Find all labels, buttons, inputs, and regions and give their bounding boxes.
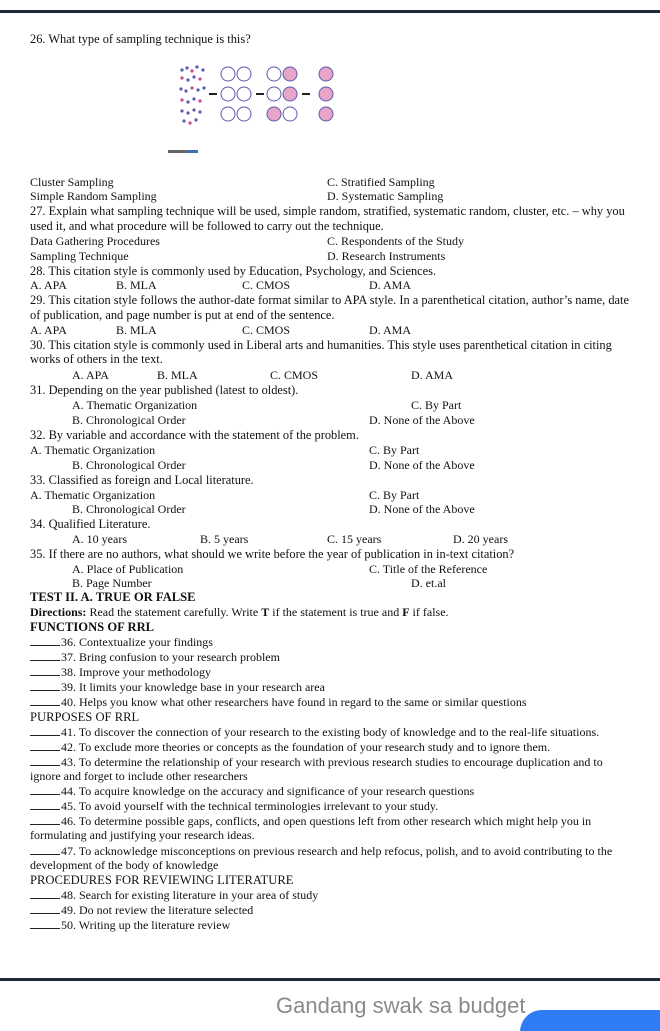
item-36-text: 36. Contextualize your findings <box>61 635 213 649</box>
item-38 <box>30 666 211 679</box>
item-42 <box>30 741 550 754</box>
q28-option-b: B. MLA <box>116 278 157 292</box>
item-46-text: 46. To determine possible gaps, conflicts, and open questions left from other research which might help you in <box>61 814 592 828</box>
q31-option-d: D. None of the Above <box>369 413 475 427</box>
question-29-line2: of publication, and page number is put at end of the sentence. <box>30 308 335 322</box>
item-39-text: 39. It limits your knowledge base in your research area <box>61 680 325 694</box>
question-27-line1: 27. Explain what sampling technique will be used, simple random, stratified, systematic random, cluster, etc. – why you <box>30 204 625 218</box>
answer-blank-50[interactable] <box>30 919 60 929</box>
q33-option-c: C. By Part <box>369 488 420 502</box>
directions-label: Directions: <box>30 605 87 619</box>
q27-option-a: Data Gathering Procedures <box>30 234 160 248</box>
q34-option-d: D. 20 years <box>453 532 508 546</box>
answer-blank-42[interactable] <box>30 741 60 751</box>
q32-option-b: B. Chronological Order <box>72 458 186 472</box>
q33-option-b: B. Chronological Order <box>72 502 186 516</box>
item-42-text: 42. To exclude more theories or concepts as the foundation of your research study and to ignore them. <box>61 740 551 754</box>
q34-option-c: C. 15 years <box>327 532 382 546</box>
item-41-text: 41. To discover the connection of your research to the existing body of knowledge and to the real-life situations. <box>61 725 600 739</box>
question-35: 35. If there are no authors, what should we write before the year of publication in in-text citation? <box>30 547 515 561</box>
q35-option-a: A. Place of Publication <box>72 562 184 576</box>
q35-option-d: D. et.al <box>411 576 446 590</box>
q32-option-d: D. None of the Above <box>369 458 475 472</box>
item-43-text: 43. To determine the relationship of your research with previous research studies to encourage duplication and to <box>61 755 603 769</box>
q33-option-d: D. None of the Above <box>369 502 475 516</box>
item-49 <box>30 904 253 917</box>
question-30-line1: 30. This citation style is commonly used in Liberal arts and humanities. This style uses parenthetical citation in citing <box>30 338 612 352</box>
question-34: 34. Qualified Literature. <box>30 517 151 531</box>
functions-heading: FUNCTIONS OF RRL <box>30 620 155 634</box>
q30-option-c: C. CMOS <box>270 368 319 382</box>
q35-option-b: B. Page Number <box>72 576 152 590</box>
q31-option-c: C. By Part <box>411 398 462 412</box>
population-group <box>179 65 205 124</box>
item-37-text: 37. Bring confusion to your research problem <box>61 650 280 664</box>
item-47-cont: development of the body of knowledge <box>30 858 219 872</box>
q28-option-a: A. APA <box>30 278 67 292</box>
question-33: 33. Classified as foreign and Local literature. <box>30 473 254 487</box>
q26-option-b: Simple Random Sampling <box>30 189 157 203</box>
answer-blank-49[interactable] <box>30 904 60 914</box>
directions <box>30 606 449 619</box>
q28-option-c: C. CMOS <box>242 278 291 292</box>
item-48 <box>30 889 318 902</box>
q30-option-b: B. MLA <box>157 368 198 382</box>
q31-option-a: A. Thematic Organization <box>72 398 198 412</box>
item-46 <box>30 815 591 828</box>
figure-caption-accent <box>188 150 198 153</box>
q29-option-a: A. APA <box>30 323 67 337</box>
item-47-text: 47. To acknowledge misconceptions on previous research and help refocus, polish, and to avoid contributing to the <box>61 844 613 858</box>
item-46-cont: formulating and justifying your research ideas. <box>30 828 255 842</box>
answer-blank-41[interactable] <box>30 726 60 736</box>
item-44-text: 44. To acquire knowledge on the accuracy and significance of your research questions <box>61 784 475 798</box>
q26-option-a: Cluster Sampling <box>30 175 114 189</box>
answer-blank-40[interactable] <box>30 696 60 706</box>
clusters-group <box>221 67 251 121</box>
directions-text-c: if false. <box>409 605 449 619</box>
answer-blank-39[interactable] <box>30 681 60 691</box>
q28-option-d: D. AMA <box>369 278 412 292</box>
answer-blank-36[interactable] <box>30 636 60 646</box>
sample-group <box>319 67 333 121</box>
q29-option-b: B. MLA <box>116 323 157 337</box>
item-37 <box>30 651 280 664</box>
item-44 <box>30 785 474 798</box>
answer-blank-46[interactable] <box>30 815 60 825</box>
question-29-line1: 29. This citation style follows the author-date format similar to APA style. In a parenthetical citation, author’s name, date <box>30 293 629 307</box>
item-49-text: 49. Do not review the literature selected <box>61 903 254 917</box>
item-47 <box>30 845 612 858</box>
answer-blank-45[interactable] <box>30 800 60 810</box>
directions-f: F <box>402 605 410 619</box>
question-27-line2: used it, and what procedure will be followed to carry out the technique. <box>30 219 384 233</box>
item-43-cont: ignore and forget to include other researchers <box>30 769 248 783</box>
bottom-divider <box>0 978 660 981</box>
item-45-text: 45. To avoid yourself with the technical terminologies irrelevant to your study. <box>61 799 439 813</box>
q34-option-b: B. 5 years <box>200 532 249 546</box>
answer-blank-37[interactable] <box>30 651 60 661</box>
directions-t: T <box>261 605 270 619</box>
answer-blank-48[interactable] <box>30 889 60 899</box>
item-43 <box>30 756 603 769</box>
q32-option-a: A. Thematic Organization <box>30 443 156 457</box>
q27-option-c: C. Respondents of the Study <box>327 234 464 248</box>
selected-clusters-group <box>267 67 297 121</box>
item-40 <box>30 696 527 709</box>
item-50-text: 50. Writing up the literature review <box>61 918 231 932</box>
answer-blank-47[interactable] <box>30 845 60 855</box>
q31-option-b: B. Chronological Order <box>72 413 186 427</box>
procedures-heading: PROCEDURES FOR REVIEWING LITERATURE <box>30 873 294 887</box>
directions-text-a: Read the statement carefully. Write <box>86 605 262 619</box>
question-30-line2: works of others in the text. <box>30 352 163 366</box>
item-39 <box>30 681 325 694</box>
q26-option-d: D. Systematic Sampling <box>327 189 444 203</box>
item-45 <box>30 800 438 813</box>
item-38-text: 38. Improve your methodology <box>61 665 211 679</box>
q27-option-b: Sampling Technique <box>30 249 129 263</box>
answer-blank-38[interactable] <box>30 666 60 676</box>
open-button[interactable] <box>520 1010 660 1031</box>
q33-option-a: A. Thematic Organization <box>30 488 156 502</box>
q32-option-c: C. By Part <box>369 443 420 457</box>
banner-text: Gandang swak sa budget <box>276 993 526 1018</box>
sampling-diagram <box>176 56 346 130</box>
q26-option-c: C. Stratified Sampling <box>327 175 435 189</box>
answer-blank-43[interactable] <box>30 756 60 766</box>
q29-option-d: D. AMA <box>369 323 412 337</box>
item-36 <box>30 636 213 649</box>
test-ii-title: TEST II. A. TRUE OR FALSE <box>30 590 196 604</box>
directions-text-b: if the statement is true and <box>269 605 403 619</box>
question-28: 28. This citation style is commonly used by Education, Psychology, and Sciences. <box>30 264 437 278</box>
item-41 <box>30 726 599 739</box>
q34-option-a: A. 10 years <box>72 532 127 546</box>
purposes-heading: PURPOSES OF RRL <box>30 710 140 724</box>
q29-option-c: C. CMOS <box>242 323 291 337</box>
item-40-text: 40. Helps you know what other researchers have found in regard to the same or similar questions <box>61 695 527 709</box>
answer-blank-44[interactable] <box>30 785 60 795</box>
question-26: 26. What type of sampling technique is this? <box>30 32 251 46</box>
item-50 <box>30 919 230 932</box>
question-32: 32. By variable and accordance with the statement of the problem. <box>30 428 359 442</box>
figure-caption-bar <box>168 150 188 153</box>
top-divider <box>0 10 660 13</box>
q30-option-d: D. AMA <box>411 368 454 382</box>
q30-option-a: A. APA <box>72 368 109 382</box>
question-31: 31. Depending on the year published (latest to oldest). <box>30 383 299 397</box>
q27-option-d: D. Research Instruments <box>327 249 446 263</box>
item-48-text: 48. Search for existing literature in your area of study <box>61 888 319 902</box>
q35-option-c: C. Title of the Reference <box>369 562 488 576</box>
